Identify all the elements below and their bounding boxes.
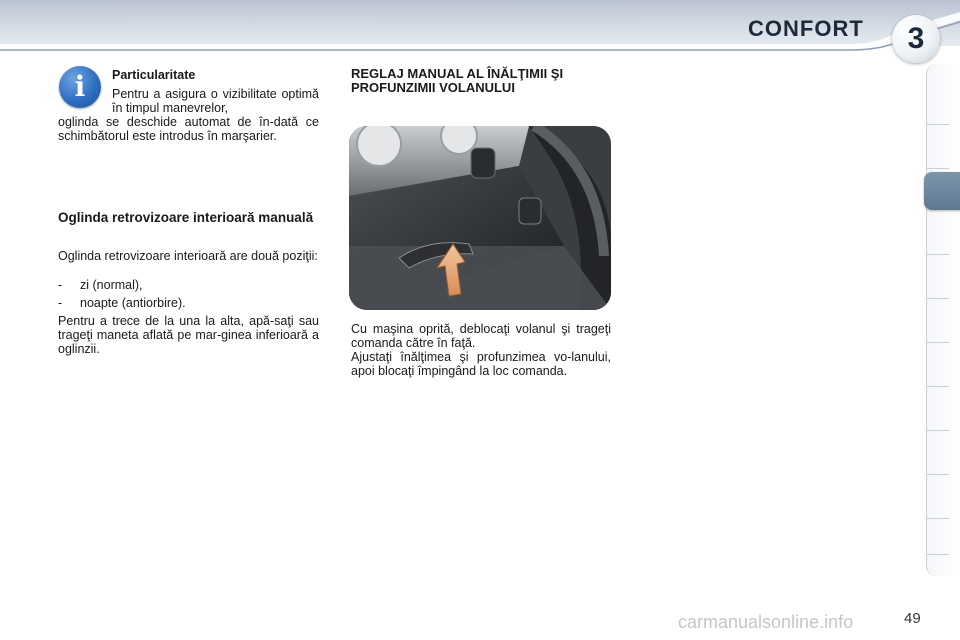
tab-divider <box>927 124 949 125</box>
list-bullet: - <box>58 296 63 310</box>
notice-title: Particularitate <box>112 68 196 82</box>
steering-paragraph-2: Ajustaţi înălţimea şi profunzimea vo-lanului, apoi blocaţi împingând la loc comanda. <box>351 350 611 378</box>
tab-divider <box>927 430 949 431</box>
tab-divider <box>927 518 949 519</box>
steering-lever-illustration <box>349 126 611 310</box>
chapter-title: CONFORT <box>748 16 864 41</box>
tab-divider <box>927 474 949 475</box>
tab-divider <box>927 168 949 169</box>
mirror-heading: Oglinda retrovizoare interioară manuală <box>58 210 314 225</box>
chapter-number: 3 <box>907 22 925 55</box>
mirror-intro: Oglinda retrovizoare interioară are două poziţii: <box>58 249 318 263</box>
steering-heading: REGLAJ MANUAL AL ÎNĂLŢIMII ŞI PROFUNZIMII VOLANULUI <box>351 66 564 95</box>
tab-divider <box>927 298 949 299</box>
chapter-number-badge <box>892 15 940 63</box>
page-number: 49 <box>904 610 921 627</box>
list-bullet: - <box>58 278 63 292</box>
notice-text: oglinda se deschide automat de în-dată ce schimbătorul este introdus în marşarier. <box>58 115 319 143</box>
tab-divider <box>927 386 949 387</box>
chapter-tab-active[interactable] <box>924 172 960 210</box>
chapter-tab-strip <box>926 64 960 576</box>
tab-divider <box>927 342 949 343</box>
notice-text-indented: Pentru a asigura o vizibilitate optimă în timpul manevrelor, <box>112 87 319 115</box>
tab-divider <box>927 254 949 255</box>
watermark: carmanualsonline.info <box>678 612 854 632</box>
mirror-position-night: noapte (antiorbire). <box>80 296 186 310</box>
mirror-instruction: Pentru a trece de la una la alta, apă-saţi sau trageţi maneta aflată pe mar-ginea inferioară a oglinzii. <box>58 314 319 356</box>
info-icon: i <box>59 66 101 108</box>
tab-divider <box>927 554 949 555</box>
steering-paragraph-1: Cu maşina oprită, deblocaţi volanul şi trageţi comanda către în faţă. <box>351 322 611 350</box>
mirror-position-day: zi (normal), <box>80 278 143 292</box>
steering-column-photo <box>349 126 611 310</box>
